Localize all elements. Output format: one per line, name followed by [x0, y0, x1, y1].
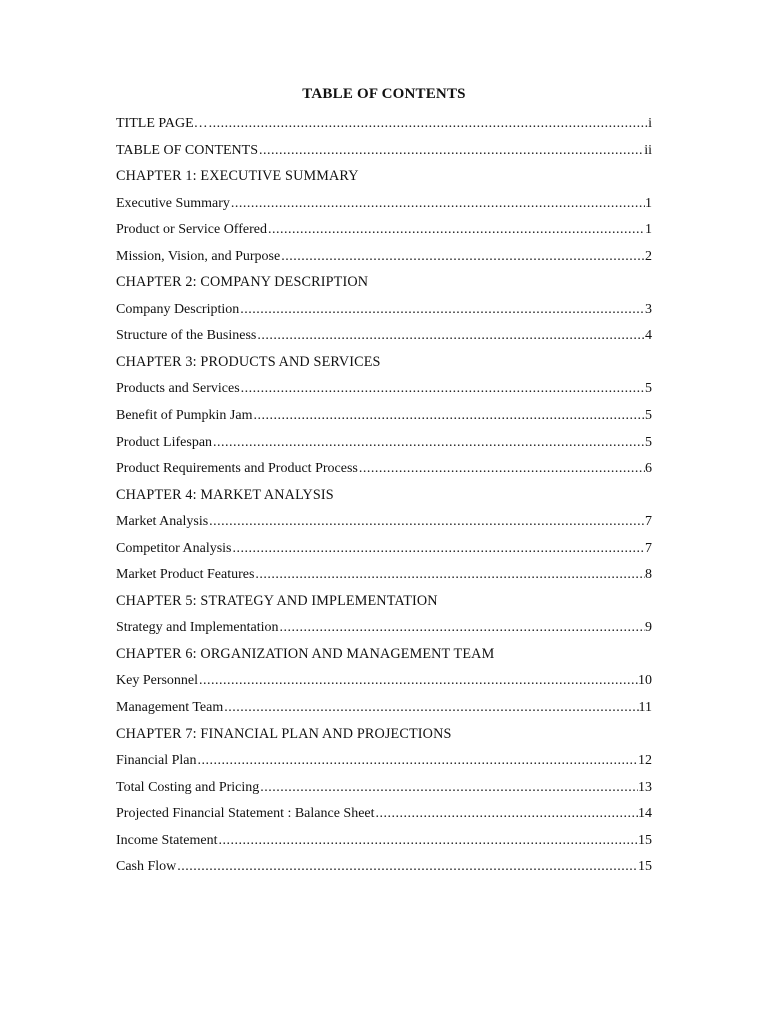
toc-entry: [116, 404, 652, 431]
toc-entry-page-number: 5: [645, 381, 652, 397]
toc-entry-page-number: 9: [645, 620, 652, 636]
toc-entry-label: Strategy and Implementation: [116, 620, 279, 636]
toc-entry: [116, 537, 652, 564]
toc-entry-label: Benefit of Pumpkin Jam: [116, 408, 253, 424]
chapter-heading: CHAPTER 5: STRATEGY AND IMPLEMENTATION: [116, 592, 438, 609]
toc-entry-page-number: 10: [638, 673, 652, 689]
toc-entry-page-number: 5: [645, 408, 652, 424]
toc-entry-label: Mission, Vision, and Purpose: [116, 248, 281, 264]
toc-entry-label: Company Description: [116, 301, 240, 317]
toc-entry: [116, 245, 652, 272]
dot-leader: [240, 377, 645, 400]
dot-leader: [197, 749, 639, 772]
dot-leader: [375, 802, 638, 825]
toc-entry-page-number: 15: [638, 859, 652, 875]
dot-leader: [176, 855, 638, 878]
dot-leader: [259, 776, 638, 799]
toc-entry-label: Product or Service Offered: [116, 222, 267, 238]
toc-entry: [116, 563, 652, 590]
toc-entry-page-number: 15: [638, 832, 652, 848]
toc-entry-page-number: 11: [638, 700, 652, 716]
toc-entry-label: Key Personnel: [116, 673, 199, 689]
toc-entry-page-number: 5: [645, 434, 652, 450]
toc-entry-page-number: 7: [645, 514, 652, 530]
dot-leader: [279, 616, 645, 639]
dot-leader: [223, 696, 638, 719]
toc-entry: [116, 855, 652, 882]
toc-entry-label: Product Lifespan: [116, 434, 213, 450]
toc-list: [116, 112, 652, 882]
toc-entry-label: Product Requirements and Product Process: [116, 461, 358, 477]
toc-entry-label: TABLE OF CONTENTS: [116, 142, 258, 158]
toc-entry-label: TITLE PAGE…: [116, 116, 208, 131]
toc-entry-page-number: 12: [638, 753, 652, 769]
toc-entry-label: Products and Services: [116, 381, 240, 397]
dot-leader: [253, 404, 646, 427]
dot-leader: [256, 324, 645, 347]
toc-entry-label: Cash Flow: [116, 859, 177, 875]
toc-entry-page-number: ii: [644, 142, 652, 158]
toc-entry-page-number: 3: [645, 301, 652, 317]
toc-entry-label: Competitor Analysis: [116, 540, 232, 556]
chapter-heading: CHAPTER 6: ORGANIZATION AND MANAGEMENT TEAM: [116, 645, 495, 662]
chapter-heading: CHAPTER 2: COMPANY DESCRIPTION: [116, 274, 369, 291]
toc-entry-label: Structure of the Business: [116, 328, 257, 344]
dot-leader: [232, 537, 646, 560]
toc-entry-page-number: 14: [638, 806, 652, 822]
dot-leader: [208, 112, 648, 135]
dot-leader: [267, 218, 645, 241]
toc-entry: [116, 776, 652, 803]
chapter-heading: CHAPTER 1: EXECUTIVE SUMMARY: [116, 168, 359, 185]
toc-entry-label: Projected Financial Statement : Balance Sheet: [116, 806, 375, 822]
toc-entry: [116, 192, 652, 219]
toc-entry: [116, 457, 652, 484]
toc-entry-label: Executive Summary: [116, 195, 230, 211]
toc-entry-label: Market Product Features: [116, 567, 255, 583]
chapter-heading: CHAPTER 7: FINANCIAL PLAN AND PROJECTIONS: [116, 725, 452, 742]
chapter-heading: CHAPTER 4: MARKET ANALYSIS: [116, 486, 334, 503]
dot-leader: [198, 669, 638, 692]
toc-entry: [116, 616, 652, 643]
dot-leader: [212, 431, 645, 454]
toc-entry: [116, 829, 652, 856]
page-title: TABLE OF CONTENTS: [302, 86, 466, 102]
toc-entry-page-number: 2: [645, 248, 652, 264]
dot-leader: [239, 298, 645, 321]
toc-entry: [116, 218, 652, 245]
toc-entry-page-number: i: [648, 116, 652, 131]
toc-entry: [116, 377, 652, 404]
toc-entry: [116, 696, 652, 723]
toc-entry: [116, 324, 652, 351]
toc-entry: [116, 298, 652, 325]
toc-entry-page-number: 7: [645, 540, 652, 556]
dot-leader: [358, 457, 645, 480]
dot-leader: [230, 192, 645, 215]
toc-entry-label: Income Statement: [116, 832, 218, 848]
toc-entry: [116, 669, 652, 696]
toc-entry: [116, 802, 652, 829]
dot-leader: [208, 510, 645, 533]
toc-entry: [116, 510, 652, 537]
toc-entry-page-number: 1: [645, 195, 652, 211]
toc-entry-label: Financial Plan: [116, 753, 197, 769]
toc-entry-label: Market Analysis: [116, 514, 209, 530]
chapter-heading: CHAPTER 3: PRODUCTS AND SERVICES: [116, 353, 381, 370]
dot-leader: [280, 245, 645, 268]
toc-entry-page-number: 1: [645, 222, 652, 238]
toc-entry: [116, 749, 652, 776]
toc-entry-label: Total Costing and Pricing: [116, 779, 260, 795]
toc-entry-page-number: 4: [645, 328, 652, 344]
toc-entry-page-number: 13: [638, 779, 652, 795]
toc-entry: [116, 139, 652, 166]
dot-leader: [258, 139, 644, 162]
toc-entry: [116, 112, 652, 139]
toc-entry: [116, 431, 652, 458]
dot-leader: [254, 563, 645, 586]
toc-entry-page-number: 8: [645, 567, 652, 583]
toc-entry-label: Management Team: [116, 700, 224, 716]
toc-entry-page-number: 6: [645, 461, 652, 477]
dot-leader: [217, 829, 638, 852]
